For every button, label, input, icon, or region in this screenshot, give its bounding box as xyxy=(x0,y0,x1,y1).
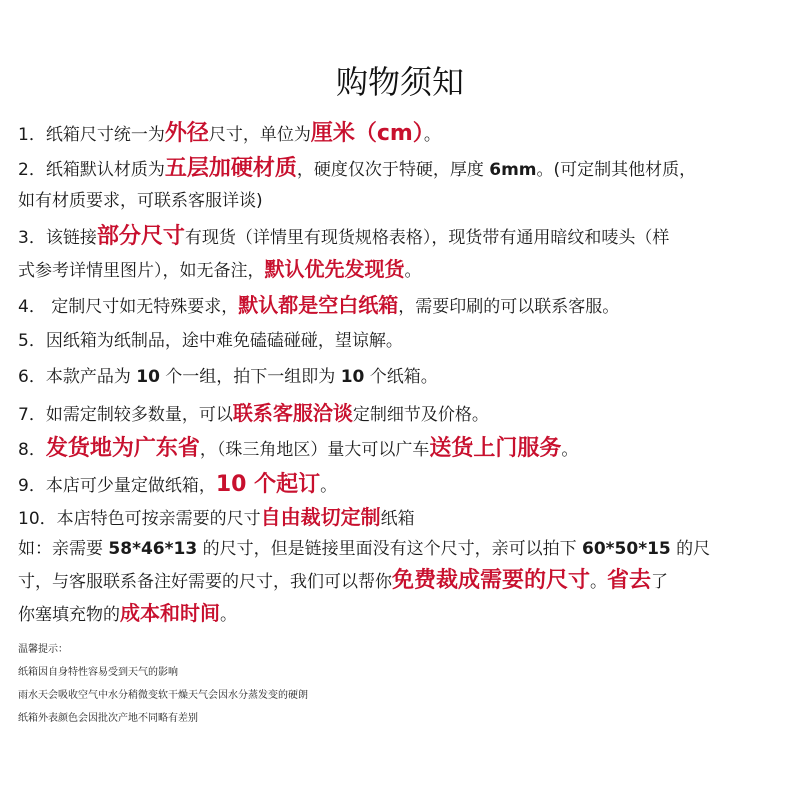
notice-highlight: 自由裁切定制 xyxy=(260,505,381,529)
example-line-1 xyxy=(18,538,710,560)
notice-number: 10 xyxy=(136,367,160,387)
notice-item-9 xyxy=(18,474,337,496)
notice-text: 如有材质要求，可联系客服详谈) xyxy=(18,191,263,211)
notice-text: 10．本店特色可按亲需要的尺寸 xyxy=(18,509,261,529)
notice-item-2-cont xyxy=(18,190,263,212)
notice-item-4 xyxy=(18,294,619,316)
notice-highlight: 厘米（cm） xyxy=(310,121,424,146)
notice-number: 10 xyxy=(340,367,365,387)
notice-text: 。(可定制其他材质， xyxy=(536,160,697,180)
notice-text: 。 xyxy=(561,440,579,460)
notice-text: 个纸箱。 xyxy=(364,367,438,387)
notice-text: 。 xyxy=(423,125,441,145)
notice-highlight: 默认都是空白纸箱 xyxy=(238,293,399,317)
notice-number: 60*50*15 xyxy=(581,539,671,559)
notice-highlight: 免费裁成需要的尺寸 xyxy=(392,568,591,593)
notice-text: 4． 定制尺寸如无特殊要求， xyxy=(18,297,239,317)
notice-text: 有现货（详情里有现货规格表格），现货带有通用暗纹和唛头（样 xyxy=(184,228,670,248)
notice-text: 3．该链接 xyxy=(18,228,97,248)
notice-text: 。 xyxy=(404,261,422,281)
notice-text: 2．纸箱默认材质为 xyxy=(18,160,165,180)
notice-item-3-cont xyxy=(18,258,422,280)
notice-text: 你塞填充物的 xyxy=(18,605,120,625)
tip-item: 雨水天会吸收空气中水分稍微变软干燥天气会因水分蒸发变的硬朗 xyxy=(18,690,308,701)
notice-highlight: 成本和时间 xyxy=(120,601,220,625)
notice-text: 定制细节及价格。 xyxy=(352,405,489,425)
notice-text: ，硬度仅次于特硬，厚度 xyxy=(296,160,490,180)
example-line-2 xyxy=(18,570,668,592)
notice-text: 尺寸，单位为 xyxy=(208,125,311,145)
notice-number: 6mm xyxy=(489,160,537,180)
notice-text: 5．因纸箱为纸制品，途中难免磕磕碰碰，望谅解。 xyxy=(18,331,403,351)
notice-text: 式参考详情里图片），如无备注， xyxy=(18,261,265,281)
notice-text: 6．本款产品为 xyxy=(18,367,137,387)
notice-text: 了 xyxy=(651,572,669,592)
tip-item: 纸箱因自身特性容易受到天气的影响 xyxy=(18,667,178,678)
tip-item: 纸箱外表颜色会因批次产地不同略有差别 xyxy=(18,713,198,724)
notice-highlight: 默认优先发现货 xyxy=(264,257,405,281)
notice-item-5 xyxy=(18,330,403,352)
notice-text: 纸箱 xyxy=(380,509,415,529)
notice-text: 个一组，拍下一组即为 xyxy=(159,367,341,387)
notice-number: 58*46*13 xyxy=(108,539,198,559)
notice-highlight: 送货上门服务 xyxy=(429,436,562,461)
page-title: 购物须知 xyxy=(335,63,464,101)
notice-item-6 xyxy=(18,366,438,388)
notice-text: 。 xyxy=(320,476,338,496)
notice-highlight: 部分尺寸 xyxy=(96,224,185,249)
notice-text: 的尺 xyxy=(670,539,711,559)
notice-text: ，需要印刷的可以联系客服。 xyxy=(398,297,620,317)
notice-highlight: 外径 xyxy=(164,121,209,146)
notice-text: 。 xyxy=(590,572,608,592)
notice-highlight: 五层加硬材质 xyxy=(164,156,297,181)
notice-highlight: 发货地为广东省 xyxy=(45,436,200,461)
notice-item-8 xyxy=(18,438,578,460)
notice-highlight: 10 个起订 xyxy=(215,472,321,497)
notice-highlight: 省去 xyxy=(607,568,652,593)
notice-item-2 xyxy=(18,158,696,180)
notice-text: 1．纸箱尺寸统一为 xyxy=(18,125,165,145)
notice-text: 如：亲需要 xyxy=(18,539,109,559)
notice-item-10 xyxy=(18,506,415,528)
notice-item-7 xyxy=(18,402,489,424)
notice-text: 寸，与客服联系备注好需要的尺寸，我们可以帮你 xyxy=(18,572,392,592)
notice-text: 7．如需定制较多数量，可以 xyxy=(18,405,233,425)
example-line-3 xyxy=(18,602,237,624)
notice-text: 的尺寸，但是链接里面没有这个尺寸，亲可以拍下 xyxy=(197,539,582,559)
notice-highlight: 联系客服洽谈 xyxy=(232,401,353,425)
notice-item-1 xyxy=(18,123,441,145)
notice-text: 。 xyxy=(220,605,237,625)
notice-item-3 xyxy=(18,226,669,248)
notice-text: 8． xyxy=(18,440,46,460)
warm-tips xyxy=(18,644,718,736)
notice-text: ，（珠三角地区）量大可以广车 xyxy=(199,440,430,460)
notice-text: 9．本店可少量定做纸箱， xyxy=(18,476,216,496)
tips-heading: 温馨提示： xyxy=(18,644,68,655)
